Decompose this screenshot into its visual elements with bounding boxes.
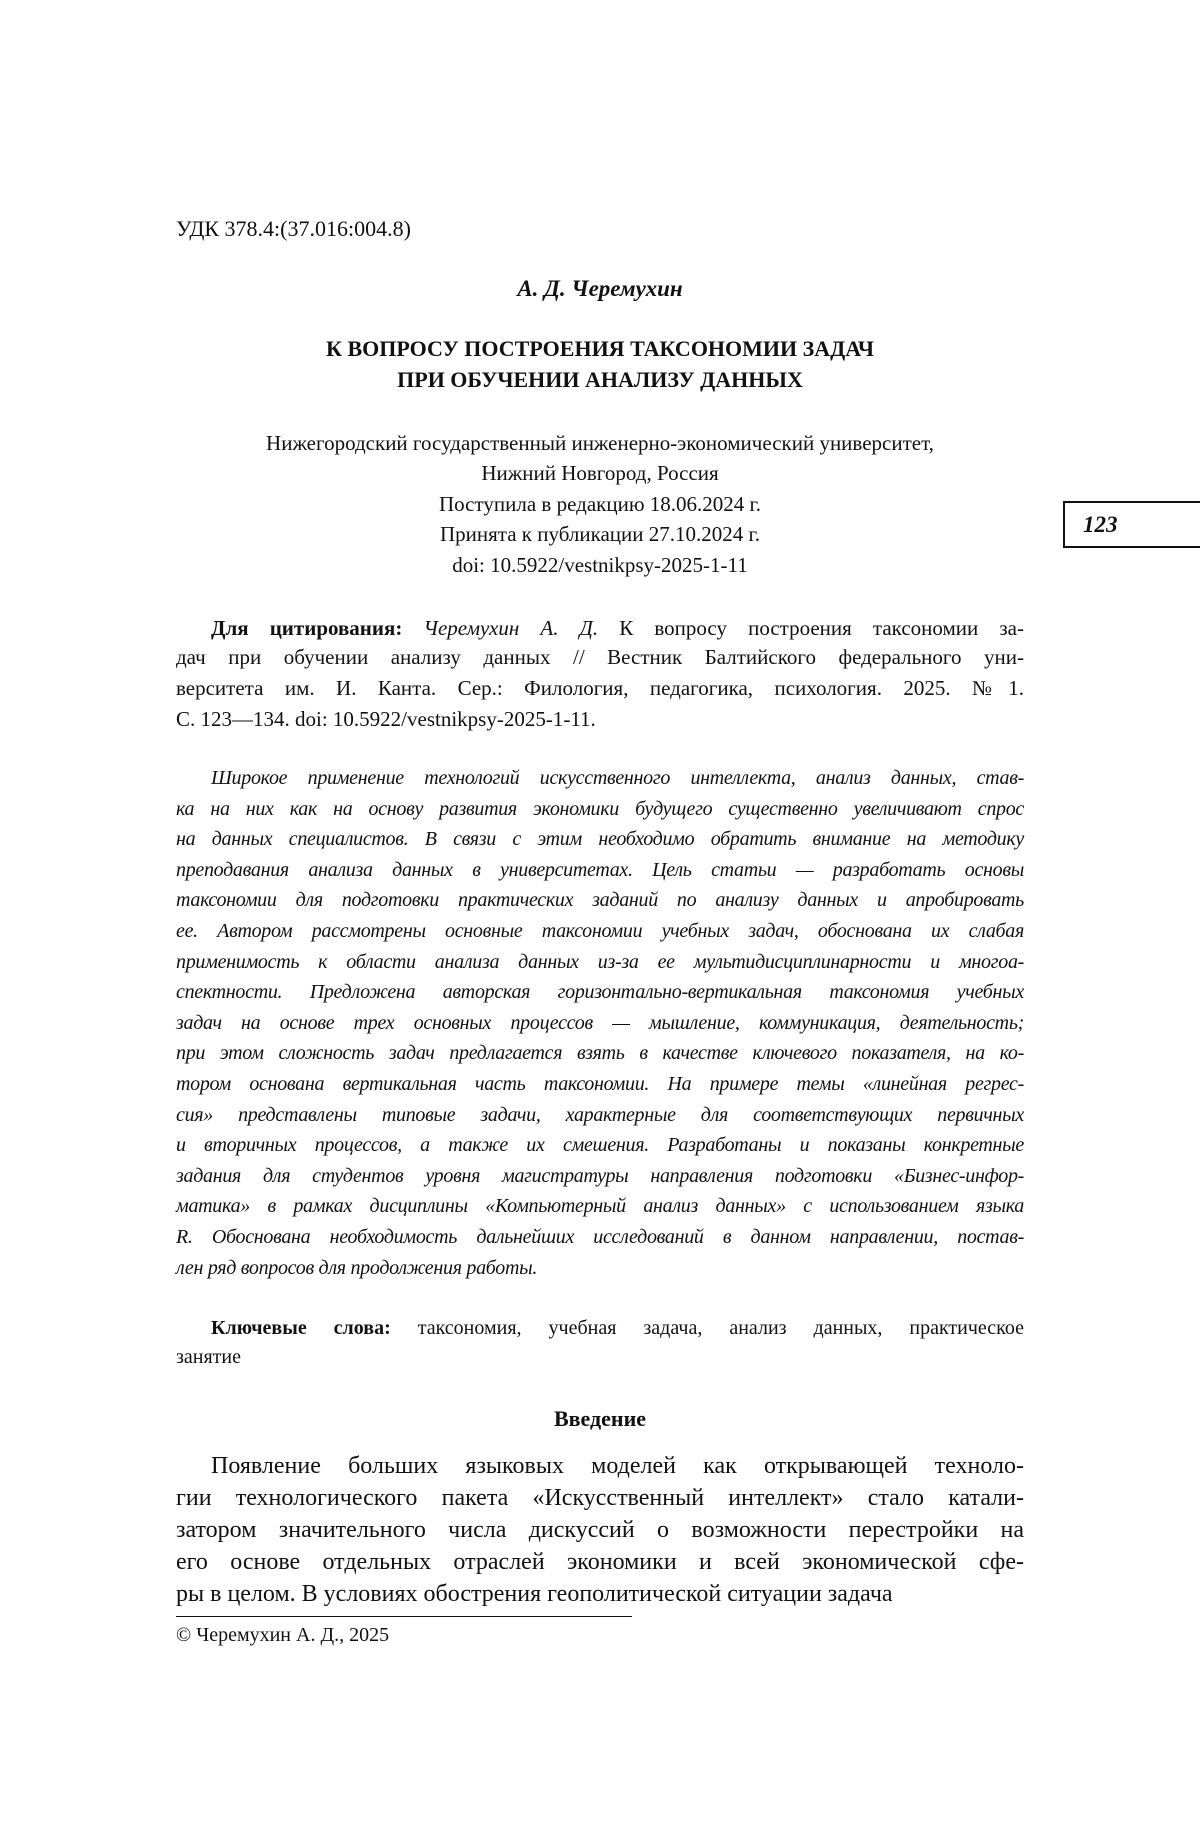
abstract-line: R. Обоснована необходимость дальнейших исследований в данном направлении, постав- (176, 1226, 1024, 1248)
citation-line: верситета им. И. Канта. Сер.: Филология, педагогика, психология. 2025. №1. (176, 676, 1024, 700)
citation-label: Для цитирования: (211, 616, 403, 640)
body-line: гии технологического пакета «Искусственный интеллект» стало катали- (176, 1485, 1024, 1511)
abstract-line: сия» представлены типовые задачи, характерные для соответствующих первичных (176, 1103, 1024, 1126)
abstract-line: и вторичных процессов, а также их смешения. Разработаны и показаны конкретные (176, 1134, 1024, 1157)
received-date: Поступила в редакцию 18.06.2024 г. (438, 492, 761, 516)
keywords-text: таксономия, учебная задача, анализ данных, практическое (417, 1317, 1025, 1339)
keywords-line (211, 1317, 1024, 1340)
body-line: его основе отдельных отраслей экономики и всей экономической сфе- (176, 1549, 1024, 1575)
copyright: © Черемухин А. Д., 2025 (176, 1624, 390, 1646)
abstract-line: задания для студентов уровня магистратуры направления подготовки «Бизнес-инфор- (176, 1164, 1024, 1187)
keywords-line: занятие (176, 1346, 241, 1368)
abstract-line: при этом сложность задач предлагается взять в качестве ключевого показателя, на ко- (176, 1042, 1024, 1065)
abstract-line: таксономии для подготовки практических заданий по анализу данных и апробировать (176, 889, 1024, 912)
body-line: Появление больших языковых моделей как открывающей техноло- (211, 1453, 1024, 1479)
author-name: А. Д. Черемухин (517, 276, 683, 301)
section-heading: Введение (553, 1406, 647, 1431)
citation-line: дач при обучении анализу данных // Вестник Балтийского федерального уни- (176, 645, 1024, 669)
keywords-label: Ключевые слова: (211, 1317, 391, 1339)
affiliation-line: Нижний Новгород, Россия (481, 461, 719, 485)
abstract-line: ее. Автором рассмотрены основные таксономии учебных задач, обоснована их слабая (176, 920, 1024, 942)
abstract-line: на данных специалистов. В связи с этим необходимо обратить внимание на методику (176, 828, 1024, 851)
title-line: К ВОПРОСУ ПОСТРОЕНИЯ ТАКСОНОМИИ ЗАДАЧ (326, 336, 874, 361)
udc-code: УДК 378.4:(37.016:004.8) (176, 216, 411, 241)
abstract-line: лен ряд вопросов для продолжения работы. (176, 1256, 538, 1279)
page-number-box (1063, 501, 1200, 548)
body-line: ры в целом. В условиях обострения геополитической ситуации задача (176, 1581, 893, 1607)
body-line: затором значительного числа дискуссий о возможности перестройки на (176, 1517, 1024, 1543)
citation-line (211, 614, 1024, 642)
abstract-line: спектности. Предложена авторская горизонтально-вертикальная таксономия учебных (176, 981, 1024, 1004)
abstract-line: задач на основе трех основных процессов — мышление, коммуникация, деятельность; (176, 1011, 1024, 1034)
abstract-line: Широкое применение технологий искусственного интеллекта, анализ данных, став- (211, 767, 1024, 789)
abstract-line: тором основана вертикальная часть таксономии. На примере темы «линейная регрес- (176, 1073, 1024, 1095)
abstract-line: преподавания анализа данных в университетах. Цель статьи — разработать основы (176, 858, 1024, 881)
abstract-line: матика» в рамках дисциплины «Компьютерный анализ данных» с использованием языка (176, 1195, 1024, 1218)
doi: doi: 10.5922/vestnikpsy-2025-1-11 (452, 553, 748, 577)
citation-text: К вопросу построения таксономии за- (619, 616, 1024, 640)
accepted-date: Принята к публикации 27.10.2024 г. (439, 522, 760, 546)
citation-author: Черемухин А. Д. (423, 616, 599, 640)
affiliation-line: Нижегородский государственный инженерно-экономический университет, (266, 431, 934, 455)
citation-line: С. 123—134. doi: 10.5922/vestnikpsy-2025-1-11. (176, 707, 596, 731)
title-line: ПРИ ОБУЧЕНИИ АНАЛИЗУ ДАННЫХ (397, 367, 803, 392)
page-number: 123 (1083, 512, 1118, 537)
abstract-line: ка на них как на основу развития экономики будущего существенно увеличивают спрос (176, 797, 1024, 820)
abstract-line: применимость к области анализа данных из-за ее мультидисциплинарности и многоа- (176, 950, 1024, 973)
footnote-rule (176, 1616, 632, 1617)
